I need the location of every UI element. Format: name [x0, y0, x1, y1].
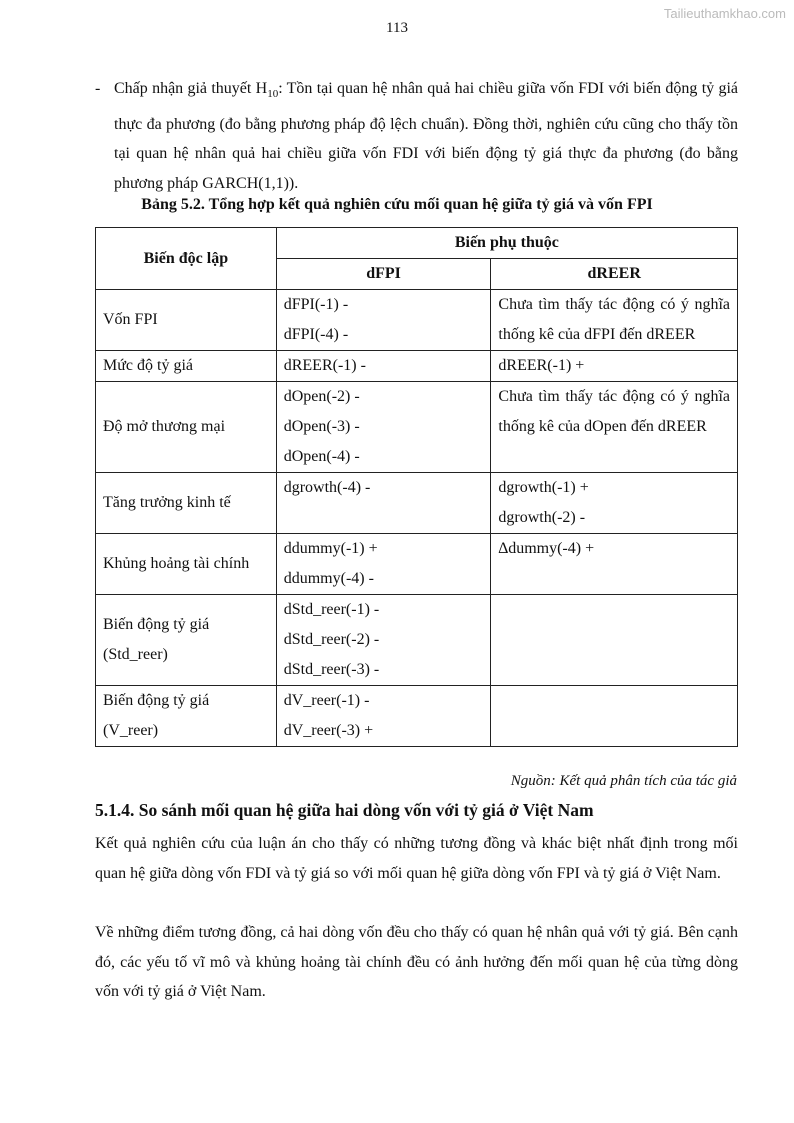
cell-line: dOpen(-2) - — [283, 388, 360, 405]
cell-line: ∆dummy(-4) + — [498, 540, 595, 557]
table-row — [96, 534, 738, 595]
table-source: Nguồn: Kết quả phân tích của tác giả — [510, 773, 737, 789]
header-independent: Biến độc lập — [96, 228, 277, 290]
bullet-text — [114, 74, 738, 198]
table-row — [96, 351, 738, 382]
cell-line: dV_reer(-3) + — [283, 722, 374, 739]
header-dreer: dREER — [491, 259, 738, 290]
cell-line: Độ mở thương mại — [103, 418, 226, 435]
header-dfpi: dFPI — [276, 259, 491, 290]
cell-line: Chưa tìm thấy tác động có ý nghĩa thống kê của dOpen đến dREER — [498, 388, 730, 435]
cell-line: Biến động tỷ giá — [103, 692, 210, 709]
dreer-cell — [491, 595, 738, 686]
section-heading: 5.1.4. So sánh mối quan hệ giữa hai dòng vốn với tỷ giá ở Việt Nam — [95, 800, 594, 820]
watermark: Tailieuthamkhao.com — [663, 6, 786, 21]
hypothesis-subscript: 10 — [267, 88, 279, 101]
results-table — [95, 227, 738, 747]
bullet-paragraph — [95, 74, 738, 198]
cell-line: Biến động tỷ giá — [103, 616, 210, 633]
dfpi-cell — [276, 473, 491, 534]
row-label — [96, 534, 277, 595]
bullet-text-end: : Tồn tại quan hệ nhân quả hai chiều giữa vốn FDI với biến động tỷ giá thực đa phương (đo bằng phương pháp độ lệch chuẩn). Đồng thời, nghiên cứu cũng cho thấy tồn tại quan hệ nhân quả hai chiều giữa vốn FDI với biến động tỷ giá thực đa phương (đo bằng phương pháp GARCH(1,1)). — [114, 80, 739, 192]
dfpi-cell — [276, 686, 491, 747]
cell-line: dgrowth(-4) - — [283, 479, 371, 496]
cell-line: dStd_reer(-3) - — [283, 661, 380, 678]
cell-line: dREER(-1) - — [283, 357, 366, 374]
cell-line: dREER(-1) + — [498, 357, 585, 374]
cell-line: dStd_reer(-2) - — [283, 631, 380, 648]
cell-line: ddummy(-1) + — [283, 540, 378, 557]
paragraph: Kết quả nghiên cứu của luận án cho thấy có những tương đồng và khác biệt nhất định trong mối quan hệ giữa dòng vốn FDI và tỷ giá so với mối quan hệ giữa dòng vốn FPI và tỷ giá ở Việt Nam. — [95, 835, 738, 882]
table-row — [96, 686, 738, 747]
cell-line: Mức độ tỷ giá — [103, 357, 193, 374]
cell-line: dStd_reer(-1) - — [283, 601, 380, 618]
cell-line: dOpen(-4) - — [283, 448, 360, 465]
cell-line: Vốn FPI — [103, 311, 158, 328]
dreer-cell — [491, 351, 738, 382]
row-label — [96, 382, 277, 473]
bullet-text-start: Chấp nhận giả thuyết H — [114, 80, 268, 97]
dreer-cell — [491, 686, 738, 747]
row-label — [96, 595, 277, 686]
row-label — [96, 686, 277, 747]
page-number: 113 — [386, 20, 408, 36]
cell-line: ddummy(-4) - — [283, 570, 374, 587]
cell-line: dFPI(-1) - — [283, 296, 349, 313]
cell-line: dV_reer(-1) - — [283, 692, 370, 709]
dreer-cell — [491, 382, 738, 473]
row-label — [96, 473, 277, 534]
row-label — [96, 351, 277, 382]
header-dependent: Biến phụ thuộc — [276, 228, 737, 259]
table-row — [96, 473, 738, 534]
dfpi-cell — [276, 534, 491, 595]
cell-line: dgrowth(-2) - — [498, 509, 586, 526]
dfpi-cell — [276, 290, 491, 351]
cell-line: (Std_reer) — [103, 646, 168, 663]
paragraph: Về những điểm tương đồng, cả hai dòng vốn đều cho thấy có quan hệ nhân quả với tỷ giá. Bên cạnh đó, các yếu tố vĩ mô và khủng hoảng tài chính đều có ảnh hưởng đến mối quan hệ của từng dòng vốn với tỷ giá ở Việt Nam. — [95, 924, 738, 1000]
cell-line: (V_reer) — [103, 722, 159, 739]
table-row — [96, 595, 738, 686]
table-row — [96, 382, 738, 473]
dfpi-cell — [276, 351, 491, 382]
cell-line: dgrowth(-1) + — [498, 479, 589, 496]
dfpi-cell — [276, 382, 491, 473]
cell-line: Khủng hoảng tài chính — [103, 555, 250, 572]
row-label — [96, 290, 277, 351]
dreer-cell — [491, 473, 738, 534]
table-caption: Bảng 5.2. Tổng hợp kết quả nghiên cứu mối quan hệ giữa tỷ giá và vốn FPI — [141, 196, 653, 213]
dreer-cell — [491, 290, 738, 351]
cell-line: dOpen(-3) - — [283, 418, 360, 435]
bullet-dash: - — [95, 80, 101, 97]
table-row — [96, 290, 738, 351]
dfpi-cell — [276, 595, 491, 686]
dreer-cell — [491, 534, 738, 595]
cell-line: dFPI(-4) - — [283, 326, 349, 343]
cell-line: Chưa tìm thấy tác động có ý nghĩa thống kê của dFPI đến dREER — [498, 296, 730, 343]
cell-line: Tăng trưởng kinh tế — [103, 494, 231, 511]
